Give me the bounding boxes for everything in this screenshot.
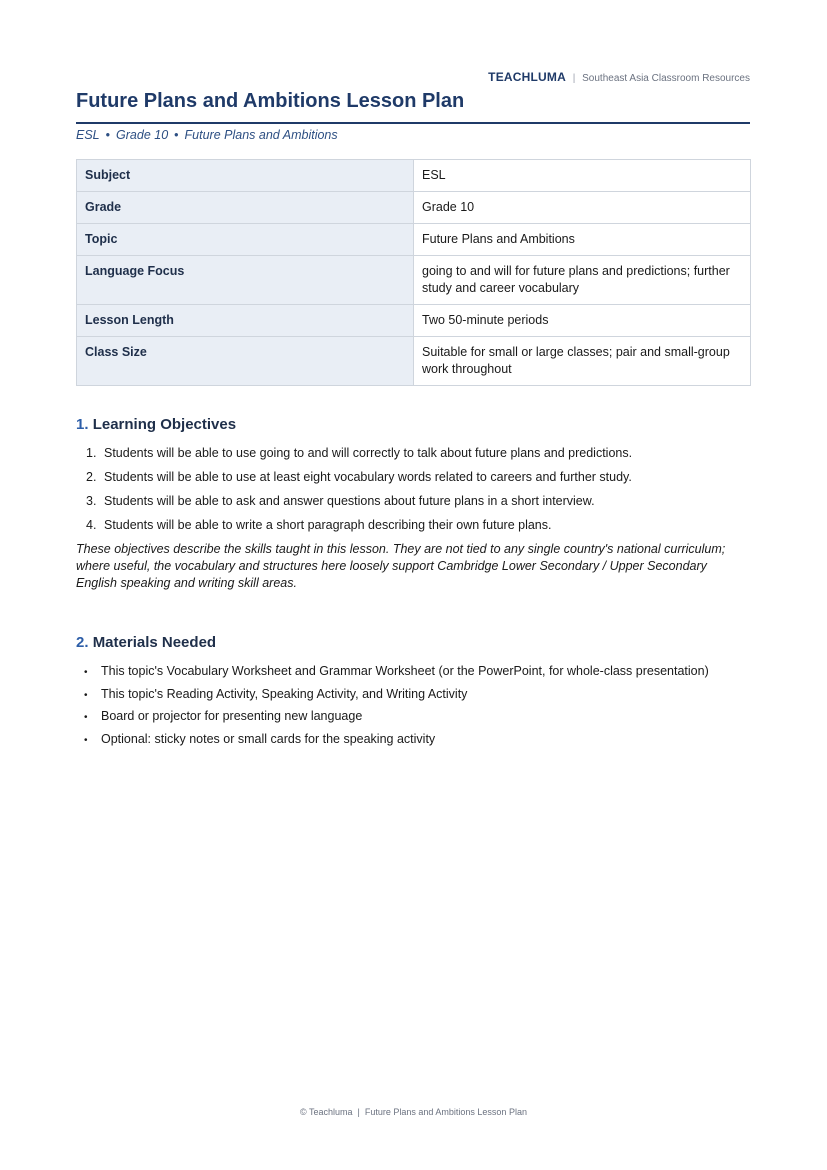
table-row [77, 337, 751, 386]
footer-copyright: © Teachluma [300, 1107, 353, 1117]
section-number: 2. [76, 634, 89, 651]
meta-grade: Grade 10 [116, 128, 169, 142]
materials-list [76, 662, 709, 752]
bullet-icon: • [84, 667, 88, 678]
table-value: ESL [414, 160, 751, 192]
list-item [76, 516, 632, 540]
table-key: Grade [77, 192, 414, 224]
item-text: Students will be able to write a short paragraph describing their own future plans. [104, 518, 552, 532]
list-item [76, 685, 709, 708]
list-item [76, 707, 709, 730]
table-row [77, 224, 751, 256]
meta-subject: ESL [76, 128, 100, 142]
item-number: 2. [86, 470, 97, 484]
bullet-icon: • [84, 712, 88, 723]
item-text: Students will be able to ask and answer questions about future plans in a short interview. [104, 494, 595, 508]
table-value: Suitable for small or large classes; pair and small-group work throughout [414, 337, 751, 386]
page-footer [0, 1107, 827, 1117]
table-value: Grade 10 [414, 192, 751, 224]
item-text: This topic's Reading Activity, Speaking Activity, and Writing Activity [101, 686, 468, 701]
bullet-icon: • [84, 689, 88, 701]
meta-topic: Future Plans and Ambitions [184, 128, 338, 142]
section-title: Materials Needed [92, 634, 217, 651]
list-item [76, 444, 632, 468]
brand-header [488, 70, 750, 84]
lesson-info-table [76, 159, 751, 386]
page-title: Future Plans and Ambitions Lesson Plan [76, 90, 465, 112]
objectives-list [76, 444, 632, 540]
meta-bullet: • [105, 128, 111, 142]
table-key: Class Size [77, 337, 414, 386]
table-row [77, 192, 751, 224]
item-number: 4. [86, 518, 97, 532]
footer-separator: | [357, 1107, 360, 1117]
table-row [77, 305, 751, 337]
meta-line [76, 128, 338, 142]
bullet-icon: • [84, 734, 88, 746]
item-text: This topic's Vocabulary Worksheet and Grammar Worksheet (or the PowerPoint, for whole-class presentation) [101, 664, 709, 678]
objectives-note: These objectives describe the skills taught in this lesson. They are not tied to any single country's national curriculum; where useful, the vocabulary and structures here loosely support Cambridge Lower Secondary / Upper Secondary English speaking and writing skill areas. [76, 542, 726, 590]
item-text: Students will be able to use going to and will correctly to talk about future plans and predictions. [104, 446, 633, 460]
table-value: Two 50-minute periods [414, 305, 751, 337]
brand-separator: | [572, 73, 576, 84]
table-value: Future Plans and Ambitions [414, 224, 751, 256]
table-key: Language Focus [77, 256, 414, 305]
footer-doc-name: Future Plans and Ambitions Lesson Plan [364, 1107, 527, 1117]
table-row [77, 256, 751, 305]
objectives-heading [76, 416, 236, 433]
item-number: 1. [86, 446, 97, 460]
list-item [76, 492, 632, 516]
table-value: going to and will for future plans and predictions; further study and career vocabulary [414, 256, 751, 305]
list-item [76, 662, 709, 685]
item-text: Students will be able to use at least eight vocabulary words related to careers and further study. [104, 470, 632, 484]
brand-name: TEACHLUMA [488, 70, 566, 84]
list-item [76, 730, 709, 753]
materials-heading [76, 634, 216, 651]
section-number: 1. [76, 416, 89, 433]
table-key: Lesson Length [77, 305, 414, 337]
item-text: Board or projector for presenting new language [101, 709, 363, 723]
item-text: Optional: sticky notes or small cards for the speaking activity [101, 731, 436, 746]
item-number: 3. [86, 494, 97, 508]
meta-bullet: • [174, 128, 179, 142]
table-key: Subject [77, 160, 414, 192]
list-item [76, 468, 632, 492]
section-title: Learning Objectives [92, 416, 237, 433]
title-divider [76, 122, 750, 124]
table-row [77, 160, 751, 192]
table-key: Topic [77, 224, 414, 256]
brand-tagline: Southeast Asia Classroom Resources [582, 73, 750, 84]
